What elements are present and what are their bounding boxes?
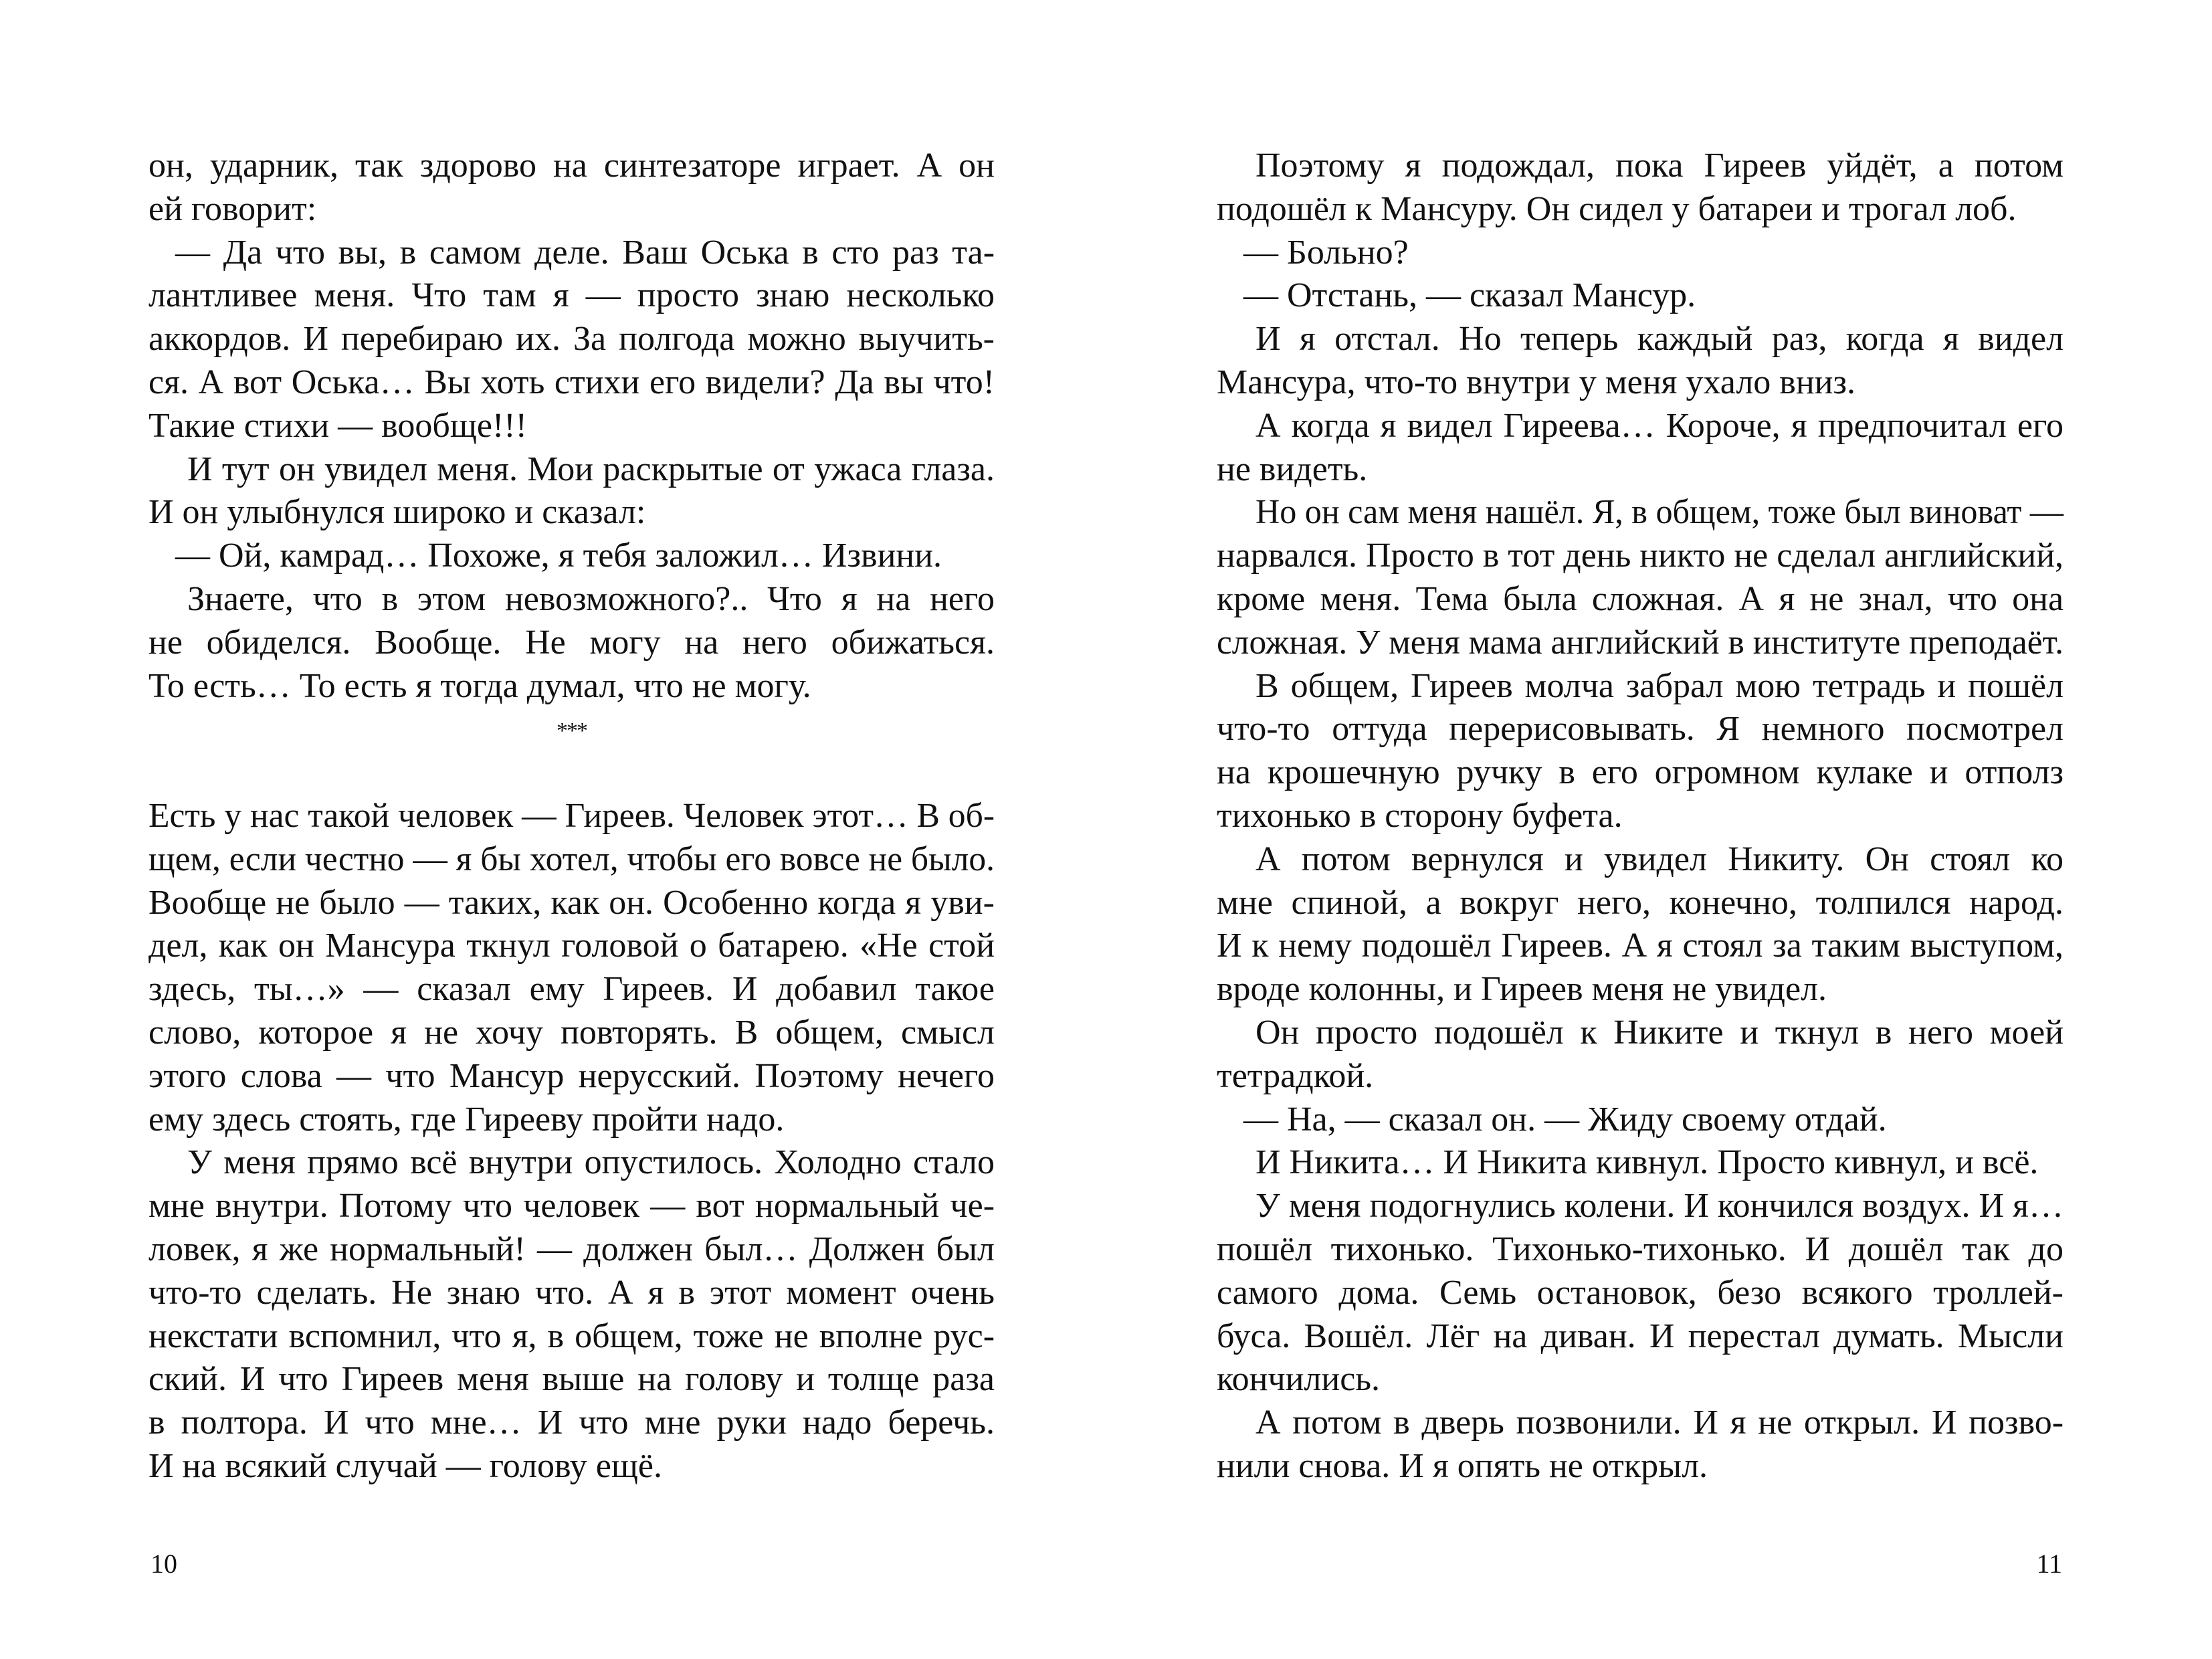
text-line-content: кроме меня. Тема была сложная. А я не знал, что она: [1217, 579, 2064, 618]
text-line-content: не видеть.: [1217, 450, 1368, 488]
text-line: [1217, 1272, 2064, 1315]
text-line: [148, 621, 995, 665]
text-line: [1217, 1141, 2064, 1185]
left-page-text-column: [148, 144, 995, 1488]
text-line: [148, 1445, 995, 1488]
text-line-content: нарвался. Просто в тот день никто не сделал английский,: [1217, 536, 2064, 575]
text-line: [1217, 231, 2064, 275]
text-line-content: И на всякий случай — голову ещё.: [148, 1446, 662, 1485]
dialogue-paragraph: [1217, 274, 2064, 318]
paragraph: [148, 795, 995, 1141]
dialogue-paragraph: [148, 534, 995, 578]
text-line: [148, 274, 995, 318]
text-line: [148, 882, 995, 925]
text-line-content: что-то сделать. Не знаю что. А я в этот момент очень: [148, 1273, 995, 1312]
text-line-content: дел, как он Мансура ткнул головой о батарею. «Не стой: [148, 926, 995, 965]
text-line: [148, 968, 995, 1011]
text-line: [1217, 1011, 2064, 1055]
text-line: [148, 405, 995, 448]
text-line-content: аккордов. И перебираю их. За полгода можно выучить-: [148, 320, 995, 359]
text-line: [1217, 838, 2064, 882]
text-line: [1217, 1401, 2064, 1445]
text-line: [148, 1315, 995, 1359]
text-line: [148, 838, 995, 882]
page-number-left: 10: [150, 1549, 177, 1579]
text-line-content: То есть… То есть я тогда думал, что не могу.: [148, 666, 811, 705]
text-line: [1217, 1358, 2064, 1401]
text-line-content: лантливее меня. Что там я — просто знаю несколько: [148, 276, 995, 315]
text-line: [148, 1401, 995, 1445]
paragraph: [1217, 491, 2064, 664]
text-line-content: он, ударник, так здорово на синтезаторе играет. А он: [148, 147, 995, 185]
text-line-content: самого дома. Семь остановок, безо всякого троллей-: [1217, 1273, 2064, 1312]
text-line: [1217, 144, 2064, 188]
text-line: [1217, 1055, 2064, 1098]
text-line: [148, 144, 995, 188]
text-line: [148, 924, 995, 968]
text-line-content: Поэтому я подождал, пока Гиреев уйдёт, а потом: [1255, 147, 2064, 185]
text-line-content: подошёл к Мансуру. Он сидел у батареи и трогал лоб.: [1217, 189, 2017, 228]
text-line: [148, 231, 995, 275]
text-line: [1217, 708, 2064, 751]
text-line: [1217, 1445, 2064, 1488]
text-line-content: на крошечную ручку в его огромном кулаке и отполз: [1217, 753, 2064, 792]
text-line: [1217, 1228, 2064, 1272]
text-line-content: мне внутри. Потому что человек — вот нормальный че-: [148, 1187, 995, 1226]
text-line-content: Вообще не было — таких, как он. Особенно когда я уви-: [148, 883, 995, 922]
text-line-content: — На, — сказал он. — Жиду своему отдай.: [1243, 1100, 1887, 1139]
text-line-content: Он просто подошёл к Никите и ткнул в него моей: [1255, 1013, 2064, 1052]
text-line: [148, 1228, 995, 1272]
text-line-content: вроде колонны, и Гиреев меня не увидел.: [1217, 970, 1827, 1009]
text-line-content: не обиделся. Вообще. Не могу на него обижаться.: [148, 623, 995, 662]
right-page: [1106, 0, 2212, 1659]
text-line: [1217, 665, 2064, 708]
text-line-content: — Да что вы, в самом деле. Ваш Оська в сто раз та-: [175, 233, 995, 272]
text-line: [1217, 621, 2064, 665]
text-line: [1217, 188, 2064, 231]
text-line: [1217, 578, 2064, 621]
text-line: [1217, 882, 2064, 925]
paragraph: [1217, 665, 2064, 838]
paragraph: [148, 144, 995, 231]
paragraph: [1217, 1011, 2064, 1098]
dialogue-paragraph: [1217, 231, 2064, 275]
text-line-content: в полтора. И что мне… И что мне руки надо беречь.: [148, 1403, 995, 1442]
text-line: [1217, 968, 2064, 1011]
text-line: [1217, 1185, 2064, 1228]
text-line-content: нили снова. И я опять не открыл.: [1217, 1446, 1708, 1485]
text-line-content: Мансура, что-то внутри у меня ухало вниз.: [1217, 363, 1856, 401]
text-line: [148, 1055, 995, 1098]
text-line-content: буса. Вошёл. Лёг на диван. И перестал думать. Мысли: [1217, 1316, 2064, 1355]
text-line: [148, 665, 995, 708]
text-line-content: У меня подогнулись колени. И кончился воздух. И я…: [1255, 1187, 2064, 1226]
text-line-content: ей говорит:: [148, 189, 317, 228]
paragraph: [1217, 1401, 2064, 1488]
text-line: [1217, 405, 2064, 448]
text-line-content: И я отстал. Но теперь каждый раз, когда я видел: [1255, 320, 2064, 359]
text-line: [1217, 1315, 2064, 1359]
text-line: [1217, 491, 2064, 534]
text-line-content: И к нему подошёл Гиреев. А я стоял за таким выступом,: [1217, 926, 2064, 965]
text-line-content: И он улыбнулся широко и сказал:: [148, 493, 646, 532]
paragraph: [148, 1141, 995, 1488]
text-line: [148, 1098, 995, 1142]
text-line-content: щем, если честно — я бы хотел, чтобы его вовсе не было.: [148, 840, 995, 878]
text-line: [148, 1272, 995, 1315]
text-line: [148, 1185, 995, 1228]
text-line-content: здесь, ты…» — сказал ему Гиреев. И добавил такое: [148, 970, 995, 1009]
text-line-content: Но он сам меня нашёл. Я, в общем, тоже был виноват —: [1255, 493, 2064, 532]
paragraph: [1217, 405, 2064, 492]
text-line: [148, 578, 995, 621]
text-line-content: некстати вспомнил, что я, в общем, тоже не вполне рус-: [148, 1316, 995, 1355]
paragraph: [1217, 1185, 2064, 1401]
text-line-content: мне спиной, а вокруг него, конечно, толпился народ.: [1217, 883, 2064, 922]
text-line-content: слово, которое я не хочу повторять. В общем, смысл: [148, 1013, 995, 1052]
text-line-content: А потом в дверь позвонили. И я не открыл. И позво-: [1255, 1403, 2064, 1442]
text-line-content: И Никита… И Никита кивнул. Просто кивнул, и всё.: [1255, 1143, 2039, 1182]
text-line: [148, 491, 995, 534]
dialogue-paragraph: [1217, 1098, 2064, 1142]
text-line: [148, 1141, 995, 1185]
right-page-text-column: [1217, 144, 2064, 1488]
paragraph: [1217, 838, 2064, 1011]
text-line-content: У меня прямо всё внутри опустилось. Холодно стало: [187, 1143, 995, 1182]
paragraph: [148, 578, 995, 708]
text-line-content: ся. А вот Оська… Вы хоть стихи его видели? Да вы что!: [148, 363, 995, 401]
text-line: [148, 188, 995, 231]
paragraph: [1217, 318, 2064, 405]
text-line: [148, 448, 995, 492]
paragraph: [148, 448, 995, 535]
text-line: [148, 534, 995, 578]
text-line: [1217, 448, 2064, 492]
text-line: [148, 361, 995, 405]
text-line: [148, 318, 995, 361]
text-line: [1217, 274, 2064, 318]
text-line-content: тетрадкой.: [1217, 1056, 1374, 1095]
text-line-content: этого слова — что Мансур нерусский. Поэтому нечего: [148, 1056, 995, 1095]
text-line-content: ский. И что Гиреев меня выше на голову и толще раза: [148, 1360, 995, 1399]
text-line: [1217, 795, 2064, 838]
text-line-content: — Ой, камрад… Похоже, я тебя заложил… Извини.: [175, 536, 942, 575]
text-line-content: И тут он увидел меня. Мои раскрытые от ужаса глаза.: [187, 450, 995, 488]
dialogue-paragraph: [148, 231, 995, 448]
text-line-content: — Отстань, — сказал Мансур.: [1243, 276, 1696, 315]
text-line-content: ловек, я же нормальный! — должен был… Должен был: [148, 1230, 995, 1268]
page-number-right: 11: [2036, 1549, 2062, 1579]
text-line-content: — Больно?: [1243, 233, 1409, 272]
text-line: [1217, 318, 2064, 361]
text-line-content: пошёл тихонько. Тихонько-тихонько. И дошёл так до: [1217, 1230, 2064, 1268]
text-line-content: В общем, Гиреев молча забрал мою тетрадь и пошёл: [1255, 666, 2064, 705]
text-line: [1217, 361, 2064, 405]
text-line-content: сложная. У меня мама английский в институте преподаёт.: [1217, 623, 2064, 662]
paragraph: [1217, 144, 2064, 231]
text-line-content: Есть у нас такой человек — Гиреев. Человек этот… В об-: [148, 796, 995, 835]
text-line: [1217, 751, 2064, 795]
text-line-content: кончились.: [1217, 1360, 1381, 1399]
text-line: [1217, 924, 2064, 968]
text-line-content: ему здесь стоять, где Гирееву пройти надо.: [148, 1100, 785, 1139]
text-line: [148, 1011, 995, 1055]
text-line-content: Такие стихи — вообще!!!: [148, 406, 527, 445]
text-line-content: А когда я видел Гиреева… Короче, я предпочитал его: [1255, 406, 2064, 445]
section-separator: ***: [557, 718, 587, 744]
text-line: [148, 1358, 995, 1401]
text-line: [1217, 1098, 2064, 1142]
paragraph: [1217, 1141, 2064, 1185]
text-line: [1217, 534, 2064, 578]
text-line-content: Знаете, что в этом невозможного?.. Что я на него: [187, 579, 995, 618]
text-line-content: что-то оттуда перерисовывать. Я немного посмотрел: [1217, 710, 2064, 749]
text-line-content: тихонько в сторону буфета.: [1217, 796, 1623, 835]
text-line: [148, 795, 995, 838]
text-line-content: А потом вернулся и увидел Никиту. Он стоял ко: [1255, 840, 2064, 878]
